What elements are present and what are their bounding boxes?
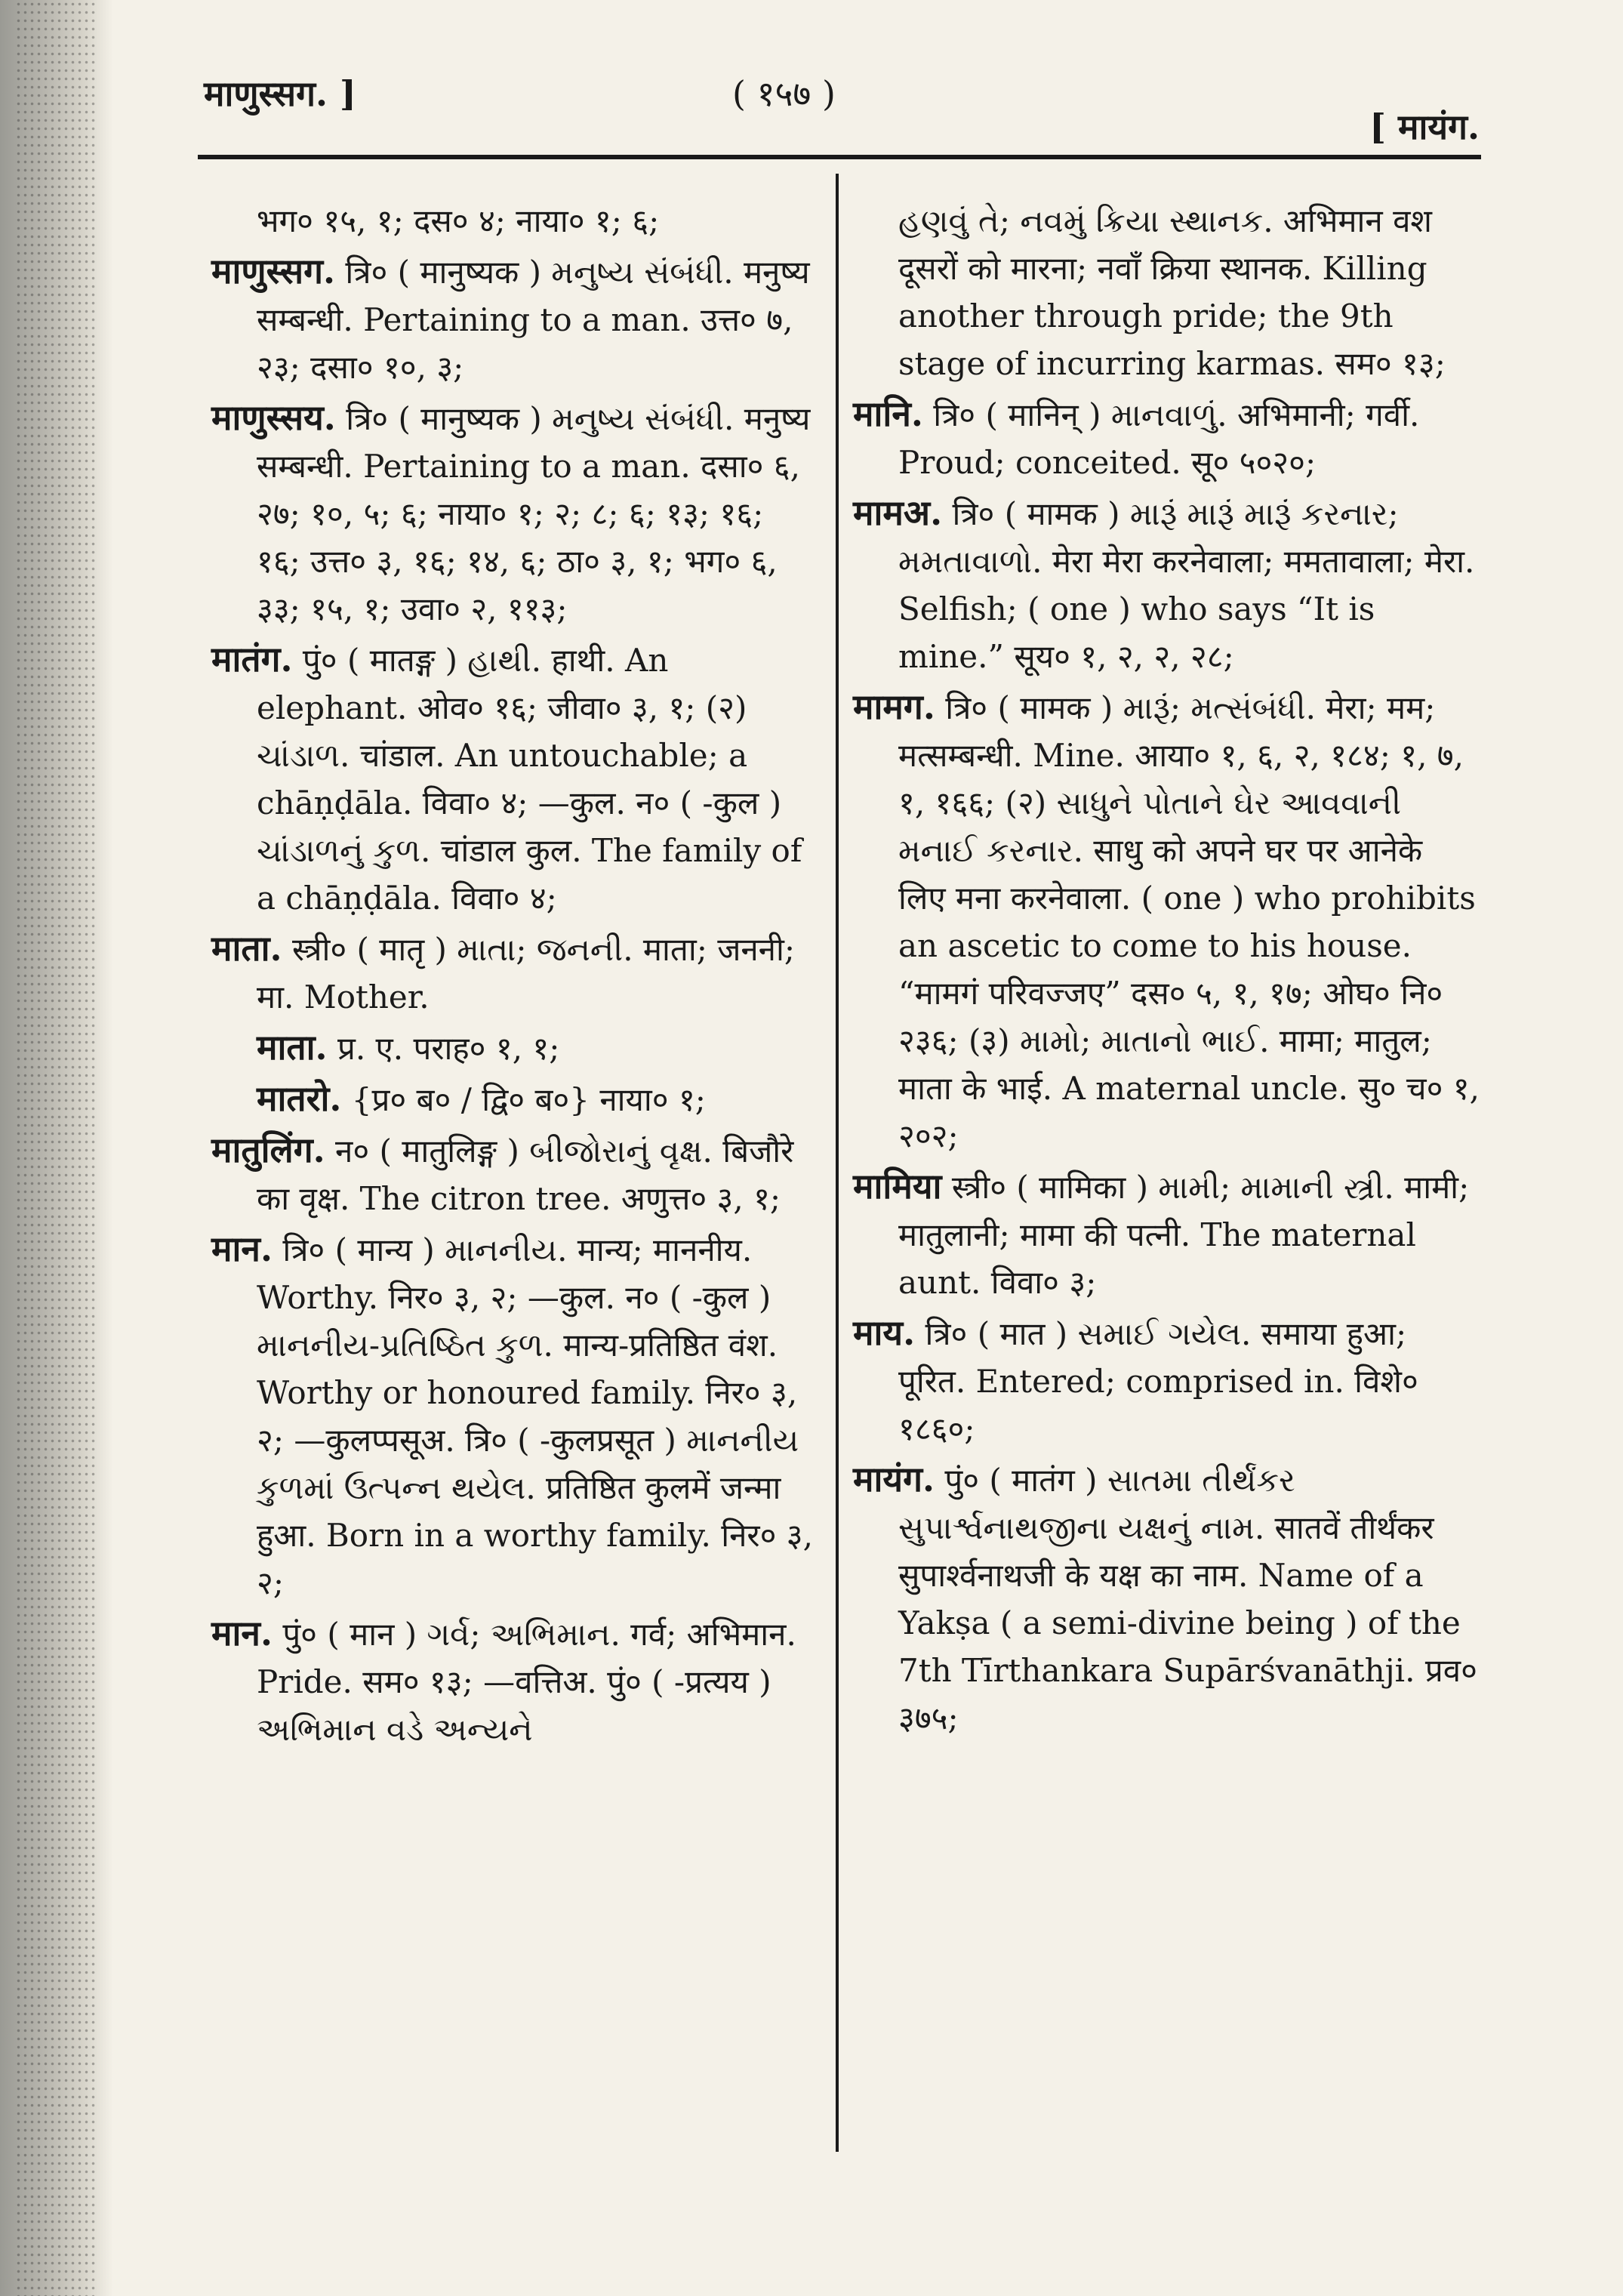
entry-text: न० ( मातुलिङ्ग ) બીજોરાનું વૃક્ષ. बिजौरे का वृक्ष. The citron tree. अणुत्त० ३, १; [257, 1133, 794, 1217]
entry-headword: मामग. [853, 686, 935, 727]
entry-text: {प्र० ब० / द्वि० ब०} नाया० १; [351, 1081, 706, 1118]
entry-headword: मान. [211, 1228, 273, 1269]
entry-text: त्रि० ( मान्य ) માનનીય. मान्य; माननीय. Worthy. निर० ३, २; —कुल. न० ( -कुल ) માનનીય-પ્રતિષ્ઠિત કુળ. मान्य-प्रतिष्ठित वंश. Worthy or honoured family. निर० ३, २; —कुलप्पसूअ. त्रि० ( -कुलप्रसूत ) માનનીય કુળમાં ઉત્પન્ન થયેલ. प्रतिष्ठित कुलमें जन्मा हुआ. Born in a worthy family. निर० ३, २; [257, 1231, 813, 1601]
dictionary-entry [853, 489, 1480, 680]
left-column [211, 196, 815, 1756]
header-right-guide-word: [ मायंग. [1369, 106, 1480, 147]
entry-text: भग० १५, १; दस० ४; नाया० १; ६; [257, 202, 660, 239]
entry-text: હણવું તે; નવમું ક્રિયા સ્થાનક. अभिमान वश दूसरों को मारना; नवाँ क्रिया स्थानक. Killing another through pride; the 9th stage of incurring karmas. सम० १३; [898, 202, 1446, 382]
entry-headword: मातुलिंग. [211, 1130, 325, 1170]
page-number: ( १५७ ) [732, 73, 836, 114]
entry-text: त्रि० ( मानुष्यक ) મનુષ્ય સંબંધી. मनुष्य सम्बन्धी. Pertaining to a man. उत्त० ७, २३; दसा० १०, ३; [257, 254, 810, 386]
page-header [204, 69, 1480, 147]
column-divider [836, 174, 839, 2152]
entry-headword: मायंग. [853, 1459, 935, 1499]
dictionary-entry [853, 390, 1480, 486]
entry-headword: माता. [211, 928, 282, 969]
dictionary-entry [211, 925, 815, 1021]
entry-text: पुं० ( मान ) ગર્વ; અભિમાન. गर्व; अभिमान. Pride. सम० १३; —वत्तिअ. पुं० ( -प्रत्यय ) અભિમાન વડે અન્યને [257, 1616, 796, 1748]
entry-headword: मानि. [853, 393, 923, 434]
dictionary-entry [211, 248, 815, 391]
dictionary-entry [853, 1163, 1480, 1306]
header-left-guide-word: माणुस्सग. ] [204, 73, 356, 114]
dictionary-entry [853, 683, 1480, 1160]
header-rule [198, 155, 1481, 159]
entry-text: पुं० ( मातंग ) સાતમા તીર્થંકર સુપાર્શ્વનાથજીના યક્ષનું નામ. सातवें तीर्थंकर सुपार्श्वनाथजी के यक्ष का नाम. Name of a Yakṣa ( a semi-divine being ) of the 7th Tīrthankara Supārśvanāthji. प्रव० ३७५; [898, 1462, 1477, 1737]
entry-text: त्रि० ( मानिन् ) માનવાળું. अभिमानी; गर्वी. Proud; conceited. सू० ५०२०; [898, 396, 1420, 481]
entry-headword: माय. [853, 1312, 916, 1353]
dictionary-entry [853, 1309, 1480, 1453]
dictionary-entry [211, 1610, 815, 1753]
dictionary-entry [211, 1225, 815, 1607]
dictionary-entry [211, 636, 815, 922]
dictionary-entry [211, 394, 815, 633]
entry-headword: मातरो. [257, 1078, 342, 1119]
dictionary-entry [853, 1456, 1480, 1742]
dictionary-subentry [211, 1024, 815, 1072]
dictionary-subentry [211, 1075, 815, 1123]
entry-headword: मामिया [853, 1166, 942, 1207]
entry-headword: माता. [257, 1027, 328, 1068]
right-column [853, 196, 1480, 1745]
entry-headword: माणुस्सग. [211, 251, 336, 291]
dictionary-entry [853, 196, 1480, 387]
dictionary-entry [211, 196, 815, 245]
entry-headword: माणुस्सय. [211, 397, 336, 438]
entry-text: त्रि० ( मामक ) મારૂં મારૂં મારૂં કરનાર; મમતાવાળો. मेरा मेरा करनेवाला; ममतावाला; मेरा. Selfish; ( one ) who says “It is mine.” सूय० १, २, २, २८; [898, 495, 1475, 675]
binding-texture [15, 0, 98, 2296]
entry-text: त्रि० ( मात ) સમાઈ ગયેલ. समाया हुआ; पूरित. Entered; comprised in. विशे० १८६०; [898, 1315, 1418, 1447]
entry-headword: मान. [211, 1613, 273, 1653]
entry-text: स्त्री० ( मामिका ) મામી; મામાની સ્ત્રી. मामी; मातुलानी; मामा की पत्नी. The maternal aunt. विवा० ३; [898, 1169, 1470, 1301]
entry-text: त्रि० ( मामक ) મારૂં; મત્સંબંધી. मेरा; मम; मत्सम्बन्धी. Mine. आया० १, ६, २, १८४; १, ७, १, १६६; (२) સાધુને પોતાને ઘેર આવવાની મનાઈ કરનાર. साधु को अपने घर पर आनेके लिए मना करनेवाला. ( one ) who prohibits an ascetic to come to his house. “मामगं परिवज्जए” दस० ५, १, १७; ओघ० नि० २३६; (३) મામો; માતાનો ભાઈ. मामा; मातुल; माता के भाई. A maternal uncle. सु० च० १, २०२; [898, 689, 1480, 1154]
entry-headword: मामअ. [853, 492, 943, 533]
dictionary-entry [211, 1126, 815, 1222]
entry-text: प्र. ए. पराह० १, १; [337, 1030, 560, 1067]
entry-text: स्त्री० ( मातृ ) માતા; જનની. माता; जननी; मा. Mother. [257, 931, 796, 1015]
entry-headword: मातंग. [211, 639, 293, 680]
entry-text: त्रि० ( मानुष्यक ) મનુષ્ય સંબંધી. मनुष्य सम्बन्धी. Pertaining to a man. दसा० ६, २७; १०, ५; ६; नाया० १; २; ८; ६; १३; १६; १६; उत्त० ३, १६; १४, ६; ठा० ३, १; भग० ६, ३३; १५, १; उवा० २, ११३; [257, 400, 811, 627]
entry-text: पुं० ( मातङ्ग ) હાથી. हाथी. An elephant. ओव० १६; जीवा० ३, १; (२) ચાંડાળ. चांडाल. An untouchable; a chāṇḍāla. विवा० ४; —कुल. न० ( -कुल ) ચાંડાળનું કુળ. चांडाल कुल. The family of a chāṇḍāla. विवा० ४; [257, 642, 802, 917]
